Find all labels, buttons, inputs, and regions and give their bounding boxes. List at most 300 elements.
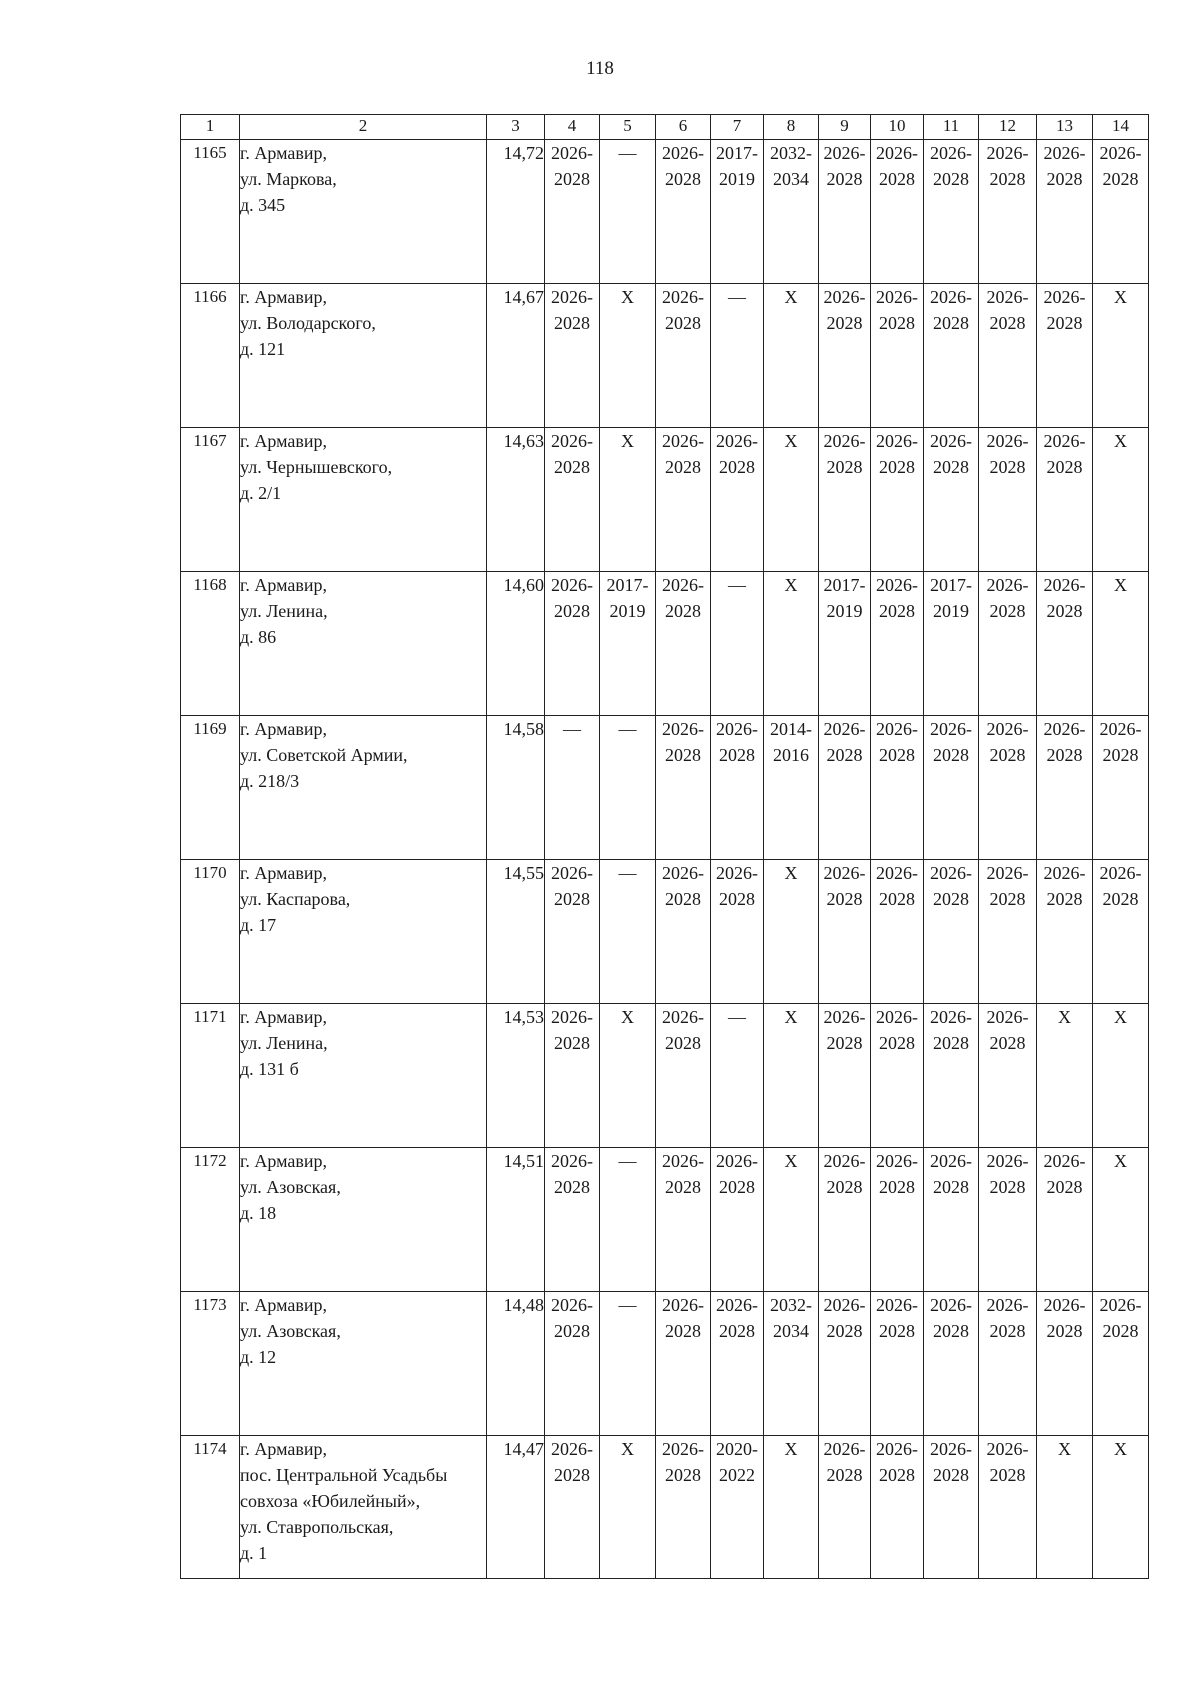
period-text: 2028 xyxy=(1046,601,1083,621)
period-text: 2028 xyxy=(665,889,701,909)
period-text: 2026- xyxy=(930,287,972,307)
period-cell xyxy=(871,1004,924,1148)
period-text: 2028 xyxy=(826,889,863,909)
period-text: 2026- xyxy=(551,575,593,595)
row-number: 1173 xyxy=(181,1292,240,1436)
period-text: 2026- xyxy=(876,719,918,739)
address-line: г. Армавир, xyxy=(240,1151,327,1171)
not-applicable-mark: X xyxy=(784,287,798,307)
area-cell: 14,67 xyxy=(487,284,545,428)
column-header: 7 xyxy=(711,115,764,140)
address-line: д. 18 xyxy=(240,1203,277,1223)
period-cell xyxy=(979,572,1037,716)
period-cell xyxy=(600,1436,656,1579)
period-text: 2028 xyxy=(879,169,915,189)
period-text: 2026- xyxy=(551,287,593,307)
period-cell xyxy=(656,284,711,428)
period-cell xyxy=(656,860,711,1004)
period-text: 2017- xyxy=(716,143,758,163)
period-text: 2028 xyxy=(1046,313,1083,333)
period-text: 2028 xyxy=(719,1321,755,1341)
address-line: ул. Советской Армии, xyxy=(240,745,408,765)
period-cell xyxy=(1037,284,1093,428)
period-cell xyxy=(1037,428,1093,572)
table-row xyxy=(181,572,1149,716)
column-header: 10 xyxy=(871,115,924,140)
period-cell xyxy=(819,140,871,284)
period-text: 2028 xyxy=(554,457,590,477)
column-header: 2 xyxy=(240,115,487,140)
period-text: 2028 xyxy=(665,457,701,477)
period-text: 2026- xyxy=(876,431,918,451)
period-text: 2026- xyxy=(662,1295,704,1315)
period-cell xyxy=(545,140,600,284)
period-cell xyxy=(819,1004,871,1148)
period-text: 2028 xyxy=(1046,169,1083,189)
period-cell xyxy=(711,428,764,572)
period-cell xyxy=(656,716,711,860)
period-cell xyxy=(819,284,871,428)
period-text: 2026- xyxy=(930,1439,972,1459)
not-applicable-mark: X xyxy=(784,1439,798,1459)
table-row xyxy=(181,716,1149,860)
period-cell xyxy=(1093,1292,1149,1436)
period-text: 2026- xyxy=(876,1151,918,1171)
period-cell xyxy=(924,716,979,860)
period-cell xyxy=(819,572,871,716)
period-text: 2028 xyxy=(1046,1321,1083,1341)
period-cell xyxy=(600,860,656,1004)
period-text: 2028 xyxy=(989,457,1026,477)
period-text: 2028 xyxy=(989,313,1026,333)
period-cell xyxy=(545,1292,600,1436)
area-cell: 14,58 xyxy=(487,716,545,860)
period-text: 2026- xyxy=(551,1151,593,1171)
period-cell xyxy=(1093,1148,1149,1292)
period-cell xyxy=(545,572,600,716)
period-cell xyxy=(924,140,979,284)
no-work-dash: — xyxy=(563,719,581,739)
period-text: 2028 xyxy=(879,1177,915,1197)
period-text: 2028 xyxy=(665,601,701,621)
period-cell xyxy=(1037,1004,1093,1148)
address-line: г. Армавир, xyxy=(240,1007,327,1027)
column-header: 1 xyxy=(181,115,240,140)
area-cell: 14,63 xyxy=(487,428,545,572)
no-work-dash: — xyxy=(728,1007,746,1027)
period-text: 2026- xyxy=(876,287,918,307)
period-cell xyxy=(711,1292,764,1436)
no-work-dash: — xyxy=(728,287,746,307)
period-cell xyxy=(924,1436,979,1579)
period-cell xyxy=(871,860,924,1004)
period-text: 2028 xyxy=(933,745,969,765)
address-cell xyxy=(240,140,487,284)
period-text: 2026- xyxy=(716,863,758,883)
period-text: 2028 xyxy=(554,1177,590,1197)
period-text: 2028 xyxy=(989,1033,1026,1053)
period-text: 2028 xyxy=(933,1177,969,1197)
period-cell xyxy=(924,572,979,716)
period-text: 2017- xyxy=(930,575,972,595)
period-text: 2032- xyxy=(770,1295,812,1315)
period-text: 2028 xyxy=(719,889,755,909)
address-line: г. Армавир, xyxy=(240,719,327,739)
table-row xyxy=(181,428,1149,572)
area-cell: 14,53 xyxy=(487,1004,545,1148)
row-number: 1166 xyxy=(181,284,240,428)
period-text: 2026- xyxy=(716,1295,758,1315)
page-number: 118 xyxy=(586,58,614,79)
period-cell xyxy=(924,860,979,1004)
period-cell xyxy=(979,1004,1037,1148)
period-text: 2028 xyxy=(1046,889,1083,909)
period-cell xyxy=(979,716,1037,860)
period-cell xyxy=(600,140,656,284)
period-text: 2028 xyxy=(719,457,755,477)
period-text: 2028 xyxy=(879,1465,915,1485)
period-cell xyxy=(1037,1436,1093,1579)
period-text: 2028 xyxy=(933,1321,969,1341)
address-line: ул. Чернышевского, xyxy=(240,457,393,477)
address-line: д. 1 xyxy=(240,1543,268,1563)
address-line: д. 131 б xyxy=(240,1059,299,1079)
period-text: 2026- xyxy=(662,719,704,739)
address-cell xyxy=(240,716,487,860)
period-text: 2028 xyxy=(1046,1177,1083,1197)
period-text: 2028 xyxy=(665,1177,701,1197)
period-text: 2028 xyxy=(989,169,1026,189)
period-text: 2028 xyxy=(719,1177,755,1197)
period-text: 2028 xyxy=(1046,745,1083,765)
column-header: 11 xyxy=(924,115,979,140)
period-text: 2026- xyxy=(716,719,758,739)
period-text: 2028 xyxy=(1102,889,1139,909)
period-cell xyxy=(1093,1004,1149,1148)
period-text: 2028 xyxy=(826,1177,863,1197)
period-cell xyxy=(1037,1148,1093,1292)
period-text: 2028 xyxy=(665,169,701,189)
period-text: 2028 xyxy=(1102,1321,1139,1341)
period-cell xyxy=(711,572,764,716)
period-text: 2026- xyxy=(986,143,1029,163)
period-cell xyxy=(1037,1292,1093,1436)
period-cell xyxy=(600,284,656,428)
period-cell xyxy=(711,284,764,428)
period-cell xyxy=(545,1436,600,1579)
period-cell xyxy=(924,284,979,428)
address-line: ул. Володарского, xyxy=(240,313,376,333)
address-cell xyxy=(240,860,487,1004)
address-line: ул. Ленина, xyxy=(240,601,328,621)
period-text: 2028 xyxy=(933,169,969,189)
period-text: 2026- xyxy=(662,287,704,307)
period-cell xyxy=(711,1004,764,1148)
period-cell xyxy=(764,428,819,572)
period-cell xyxy=(1037,860,1093,1004)
period-cell xyxy=(600,572,656,716)
table-body xyxy=(181,140,1149,1579)
address-line: г. Армавир, xyxy=(240,1439,327,1459)
period-cell xyxy=(819,1148,871,1292)
column-header: 9 xyxy=(819,115,871,140)
not-applicable-mark: X xyxy=(621,287,634,307)
period-text: 2026- xyxy=(716,431,758,451)
period-cell xyxy=(979,140,1037,284)
period-text: 2026- xyxy=(986,1151,1029,1171)
period-text: 2028 xyxy=(826,745,863,765)
area-cell: 14,60 xyxy=(487,572,545,716)
period-text: 2026- xyxy=(876,1007,918,1027)
period-text: 2028 xyxy=(879,1033,915,1053)
row-number: 1174 xyxy=(181,1436,240,1579)
period-cell xyxy=(600,1292,656,1436)
address-line: д. 121 xyxy=(240,339,286,359)
period-text: 2028 xyxy=(1102,169,1139,189)
period-cell xyxy=(979,1292,1037,1436)
period-cell xyxy=(871,284,924,428)
no-work-dash: — xyxy=(618,143,637,163)
period-text: 2026- xyxy=(716,1151,758,1171)
period-text: 2019 xyxy=(609,601,646,621)
address-cell xyxy=(240,1148,487,1292)
not-applicable-mark: X xyxy=(784,1151,798,1171)
address-line: д. 218/3 xyxy=(240,771,300,791)
area-cell: 14,51 xyxy=(487,1148,545,1292)
address-cell xyxy=(240,428,487,572)
address-line: д. 86 xyxy=(240,627,277,647)
period-cell xyxy=(819,716,871,860)
period-cell xyxy=(819,428,871,572)
period-text: 2028 xyxy=(933,1033,969,1053)
period-cell xyxy=(819,1436,871,1579)
table-row xyxy=(181,1148,1149,1292)
area-cell: 14,72 xyxy=(487,140,545,284)
not-applicable-mark: X xyxy=(784,863,798,883)
period-text: 2028 xyxy=(879,745,915,765)
period-text: 2026- xyxy=(1043,1295,1086,1315)
period-text: 2028 xyxy=(879,457,915,477)
period-cell xyxy=(924,1004,979,1148)
period-text: 2026- xyxy=(986,1007,1029,1027)
period-cell xyxy=(711,860,764,1004)
period-text: 2026- xyxy=(1043,575,1086,595)
period-text: 2026- xyxy=(823,1151,866,1171)
not-applicable-mark: X xyxy=(1114,1151,1127,1171)
period-cell xyxy=(600,716,656,860)
period-text: 2026- xyxy=(1043,863,1086,883)
address-line: ул. Азовская, xyxy=(240,1321,341,1341)
period-text: 2028 xyxy=(826,1033,863,1053)
period-text: 2026- xyxy=(986,1439,1029,1459)
table-row xyxy=(181,1004,1149,1148)
period-cell xyxy=(819,860,871,1004)
column-header: 12 xyxy=(979,115,1037,140)
period-cell xyxy=(979,1436,1037,1579)
row-number: 1172 xyxy=(181,1148,240,1292)
not-applicable-mark: X xyxy=(784,1007,798,1027)
period-text: 2028 xyxy=(826,1465,863,1485)
column-header: 14 xyxy=(1093,115,1149,140)
column-header: 6 xyxy=(656,115,711,140)
row-number: 1169 xyxy=(181,716,240,860)
period-text: 2026- xyxy=(930,143,972,163)
period-cell xyxy=(979,860,1037,1004)
period-text: 2028 xyxy=(826,457,863,477)
period-cell xyxy=(764,572,819,716)
not-applicable-mark: X xyxy=(1058,1439,1071,1459)
period-text: 2028 xyxy=(665,313,701,333)
no-work-dash: — xyxy=(618,1151,637,1171)
period-text: 2026- xyxy=(662,1007,704,1027)
column-header: 4 xyxy=(545,115,600,140)
period-cell xyxy=(764,1436,819,1579)
period-text: 2026- xyxy=(876,1439,918,1459)
period-text: 2028 xyxy=(665,1321,701,1341)
period-text: 2026- xyxy=(930,1295,972,1315)
period-cell xyxy=(764,860,819,1004)
table-row xyxy=(181,1436,1149,1579)
period-cell xyxy=(600,1004,656,1148)
period-text: 2026- xyxy=(823,863,866,883)
period-text: 2026- xyxy=(823,719,866,739)
period-cell xyxy=(764,1004,819,1148)
period-cell xyxy=(656,428,711,572)
period-text: 2028 xyxy=(665,1465,701,1485)
period-cell xyxy=(711,1436,764,1579)
period-text: 2026- xyxy=(823,1007,866,1027)
period-text: 2026- xyxy=(930,1007,972,1027)
not-applicable-mark: X xyxy=(1114,575,1127,595)
period-cell xyxy=(764,716,819,860)
not-applicable-mark: X xyxy=(784,431,798,451)
period-text: 2028 xyxy=(933,457,969,477)
period-cell xyxy=(764,1148,819,1292)
period-text: 2026- xyxy=(1043,287,1086,307)
area-cell: 14,48 xyxy=(487,1292,545,1436)
period-text: 2026- xyxy=(930,719,972,739)
period-text: 2026- xyxy=(662,143,704,163)
period-cell xyxy=(1093,716,1149,860)
period-text: 2026- xyxy=(551,863,593,883)
table-header xyxy=(181,115,1149,140)
area-cell: 14,55 xyxy=(487,860,545,1004)
period-text: 2028 xyxy=(879,889,915,909)
period-cell xyxy=(979,428,1037,572)
period-text: 2019 xyxy=(719,169,755,189)
period-text: 2026- xyxy=(986,287,1029,307)
table-row xyxy=(181,140,1149,284)
not-applicable-mark: X xyxy=(1114,1439,1127,1459)
period-text: 2026- xyxy=(1043,1151,1086,1171)
period-text: 2026- xyxy=(930,431,972,451)
period-text: 2026- xyxy=(662,1439,704,1459)
period-text: 2028 xyxy=(879,313,915,333)
period-text: 2026- xyxy=(662,431,704,451)
period-text: 2016 xyxy=(773,745,809,765)
period-cell xyxy=(1093,284,1149,428)
period-text: 2026- xyxy=(662,575,704,595)
period-text: 2026- xyxy=(823,143,866,163)
period-cell xyxy=(545,1004,600,1148)
row-number: 1168 xyxy=(181,572,240,716)
period-text: 2026- xyxy=(823,287,866,307)
period-text: 2028 xyxy=(554,889,590,909)
period-text: 2020- xyxy=(716,1439,758,1459)
period-text: 2026- xyxy=(930,863,972,883)
period-cell xyxy=(1037,716,1093,860)
period-text: 2026- xyxy=(986,1295,1029,1315)
not-applicable-mark: X xyxy=(621,1439,634,1459)
period-text: 2028 xyxy=(879,601,915,621)
period-text: 2026- xyxy=(1099,1295,1142,1315)
period-cell xyxy=(1093,1436,1149,1579)
not-applicable-mark: X xyxy=(621,1007,634,1027)
period-text: 2028 xyxy=(989,1465,1026,1485)
address-line: г. Армавир, xyxy=(240,863,327,883)
address-line: ул. Ставропольская, xyxy=(240,1517,394,1537)
period-text: 2028 xyxy=(554,1321,590,1341)
period-text: 2028 xyxy=(554,1033,590,1053)
period-text: 2026- xyxy=(1099,143,1142,163)
period-cell xyxy=(656,1292,711,1436)
row-number: 1170 xyxy=(181,860,240,1004)
period-cell xyxy=(871,1292,924,1436)
address-cell xyxy=(240,572,487,716)
period-text: 2028 xyxy=(719,745,755,765)
period-cell xyxy=(600,1148,656,1292)
address-line: д. 345 xyxy=(240,195,286,215)
address-line: д. 2/1 xyxy=(240,483,282,503)
address-line: г. Армавир, xyxy=(240,287,327,307)
period-cell xyxy=(656,1148,711,1292)
period-text: 2028 xyxy=(1102,745,1139,765)
address-line: ул. Каспарова, xyxy=(240,889,351,909)
period-text: 2026- xyxy=(551,1439,593,1459)
period-text: 2028 xyxy=(933,313,969,333)
no-work-dash: — xyxy=(728,575,746,595)
period-cell xyxy=(600,428,656,572)
period-cell xyxy=(924,428,979,572)
period-text: 2028 xyxy=(933,889,969,909)
period-text: 2014- xyxy=(770,719,812,739)
period-text: 2026- xyxy=(876,575,918,595)
period-cell xyxy=(656,572,711,716)
address-line: г. Армавир, xyxy=(240,431,327,451)
period-cell xyxy=(871,716,924,860)
period-cell xyxy=(924,1292,979,1436)
period-cell xyxy=(979,1148,1037,1292)
period-text: 2034 xyxy=(773,169,809,189)
period-text: 2028 xyxy=(1046,457,1083,477)
period-text: 2028 xyxy=(554,1465,590,1485)
period-text: 2026- xyxy=(823,431,866,451)
period-cell xyxy=(711,1148,764,1292)
period-text: 2028 xyxy=(826,1321,863,1341)
period-cell xyxy=(1093,140,1149,284)
column-header: 13 xyxy=(1037,115,1093,140)
period-cell xyxy=(656,140,711,284)
column-header: 5 xyxy=(600,115,656,140)
period-cell xyxy=(764,284,819,428)
period-text: 2026- xyxy=(551,431,593,451)
period-text: 2026- xyxy=(876,143,918,163)
not-applicable-mark: X xyxy=(1114,431,1127,451)
period-cell xyxy=(871,1436,924,1579)
period-cell xyxy=(656,1004,711,1148)
period-text: 2028 xyxy=(554,601,590,621)
period-cell xyxy=(545,716,600,860)
